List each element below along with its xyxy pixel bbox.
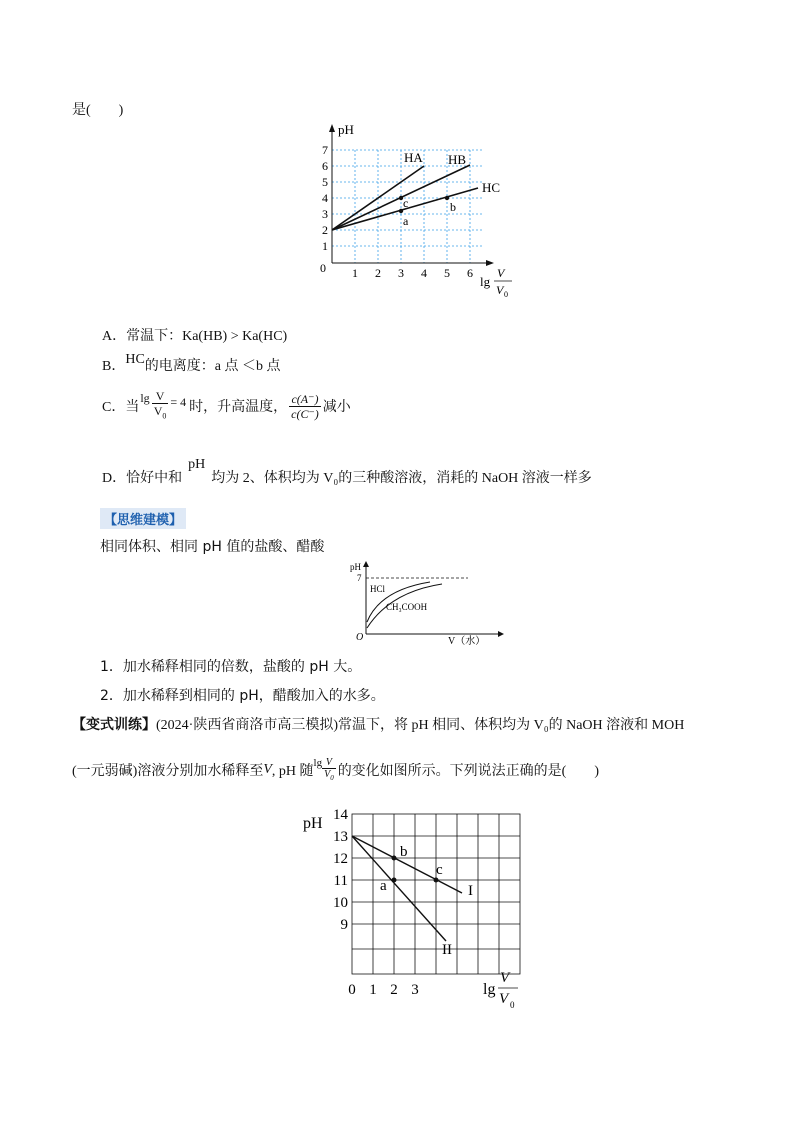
hcl-acetic-dilution-chart (350, 560, 520, 648)
x-axis-lg: lg (480, 274, 491, 289)
x-axis-den: V (496, 283, 504, 297)
option-d: D．恰好中和pH均为 2、体积均为 V₀的三种酸溶液，消耗的 NaOH 溶液一样多 (102, 457, 592, 486)
series-label: HB (448, 152, 467, 167)
y-tick: 5 (322, 175, 328, 189)
line-label: II (442, 942, 452, 958)
x-axis-num: V (500, 970, 510, 986)
model-x-label: V（水） (448, 636, 486, 647)
point-b (392, 856, 397, 861)
curve-label: HCl (370, 584, 386, 594)
variant-line-2: (一元弱碱)溶液分别加水稀释至 V , pH 随 lg $\frac{V}{V_0}$ 的变化如图所示。下列说法正确的是( ) (72, 756, 600, 782)
variant-line-1: 【变式训练】(2024·陕西省商洛市高三模拟)常温下，将 pH 相同、体积均为 V₀的 NaOH 溶液和 MOH (72, 718, 685, 733)
y-axis-label: pH (338, 122, 354, 137)
y-axis-label: pH (303, 815, 323, 832)
x-tick: 2 (390, 982, 398, 998)
x-axis-lg: lg (483, 981, 496, 998)
question-tail: 是( ) (72, 103, 124, 118)
y-tick: 12 (333, 851, 348, 867)
x-axis-num: V (497, 266, 505, 280)
line-label: I (468, 883, 473, 899)
x-tick: 1 (352, 266, 358, 280)
option-c: C．当 lg $\frac{V}{V_0}$ = 4 时，升高温度， $\frac{c(A^-)}{c(C^-)}$ 减小 (102, 388, 351, 421)
model-point-1: 1．加水稀释相同的倍数，盐酸的 pH 大。 (100, 659, 362, 675)
series-label: HA (404, 150, 423, 165)
point-c (434, 878, 439, 883)
y-tick: 10 (333, 895, 348, 911)
ph-dilution-chart-bases (300, 804, 530, 1014)
point-b (445, 196, 449, 200)
y-tick: 6 (322, 159, 328, 173)
x-tick: 0 (348, 982, 356, 998)
option-a: A．常温下：Ka(HB) > Ka(HC) (102, 329, 288, 344)
x-axis-den: V (499, 991, 509, 1007)
point-label: b (450, 200, 456, 214)
y-tick: 9 (340, 917, 348, 933)
x-tick: 5 (444, 266, 450, 280)
model-y-label: pH (350, 562, 361, 572)
y-tick: 1 (322, 239, 328, 253)
y-tick: 3 (322, 207, 328, 221)
point-label: c (403, 196, 409, 210)
ph-dilution-chart-acids (300, 122, 520, 302)
y-tick: 13 (333, 829, 348, 845)
point-a (392, 878, 397, 883)
point-label: a (403, 214, 409, 228)
y-tick: 11 (333, 873, 348, 889)
y-tick: 2 (322, 223, 328, 237)
point-label: a (380, 878, 387, 894)
point-label: c (436, 862, 443, 878)
y-tick: 4 (322, 191, 328, 205)
x-axis-den-sub: 0 (504, 290, 508, 299)
x-tick: 2 (375, 266, 381, 280)
model-point-2: 2．加水稀释到相同的 pH，醋酸加入的水多。 (100, 688, 385, 704)
point-label: b (400, 844, 408, 860)
model-title: 相同体积、相同 pH 值的盐酸、醋酸 (100, 539, 325, 555)
model-y-tick: 7 (357, 573, 362, 583)
thinking-model-tag: 【思维建模】 (100, 508, 186, 529)
series-label: HC (482, 180, 501, 195)
series-line-ii (352, 836, 446, 941)
option-b: B．HC的电离度：a 点 ＜b 点 (102, 352, 281, 374)
model-origin: O (356, 632, 364, 643)
x-tick: 4 (421, 266, 427, 280)
curve-label: CH₃COOH (386, 602, 428, 612)
x-tick: 1 (369, 982, 377, 998)
x-tick: 3 (411, 982, 419, 998)
x-axis-den-sub: 0 (510, 1000, 515, 1010)
y-tick: 14 (333, 807, 348, 823)
x-tick: 6 (467, 266, 473, 280)
y-tick: 7 (322, 143, 328, 157)
x-tick: 3 (398, 266, 404, 280)
origin-label: 0 (320, 261, 326, 275)
